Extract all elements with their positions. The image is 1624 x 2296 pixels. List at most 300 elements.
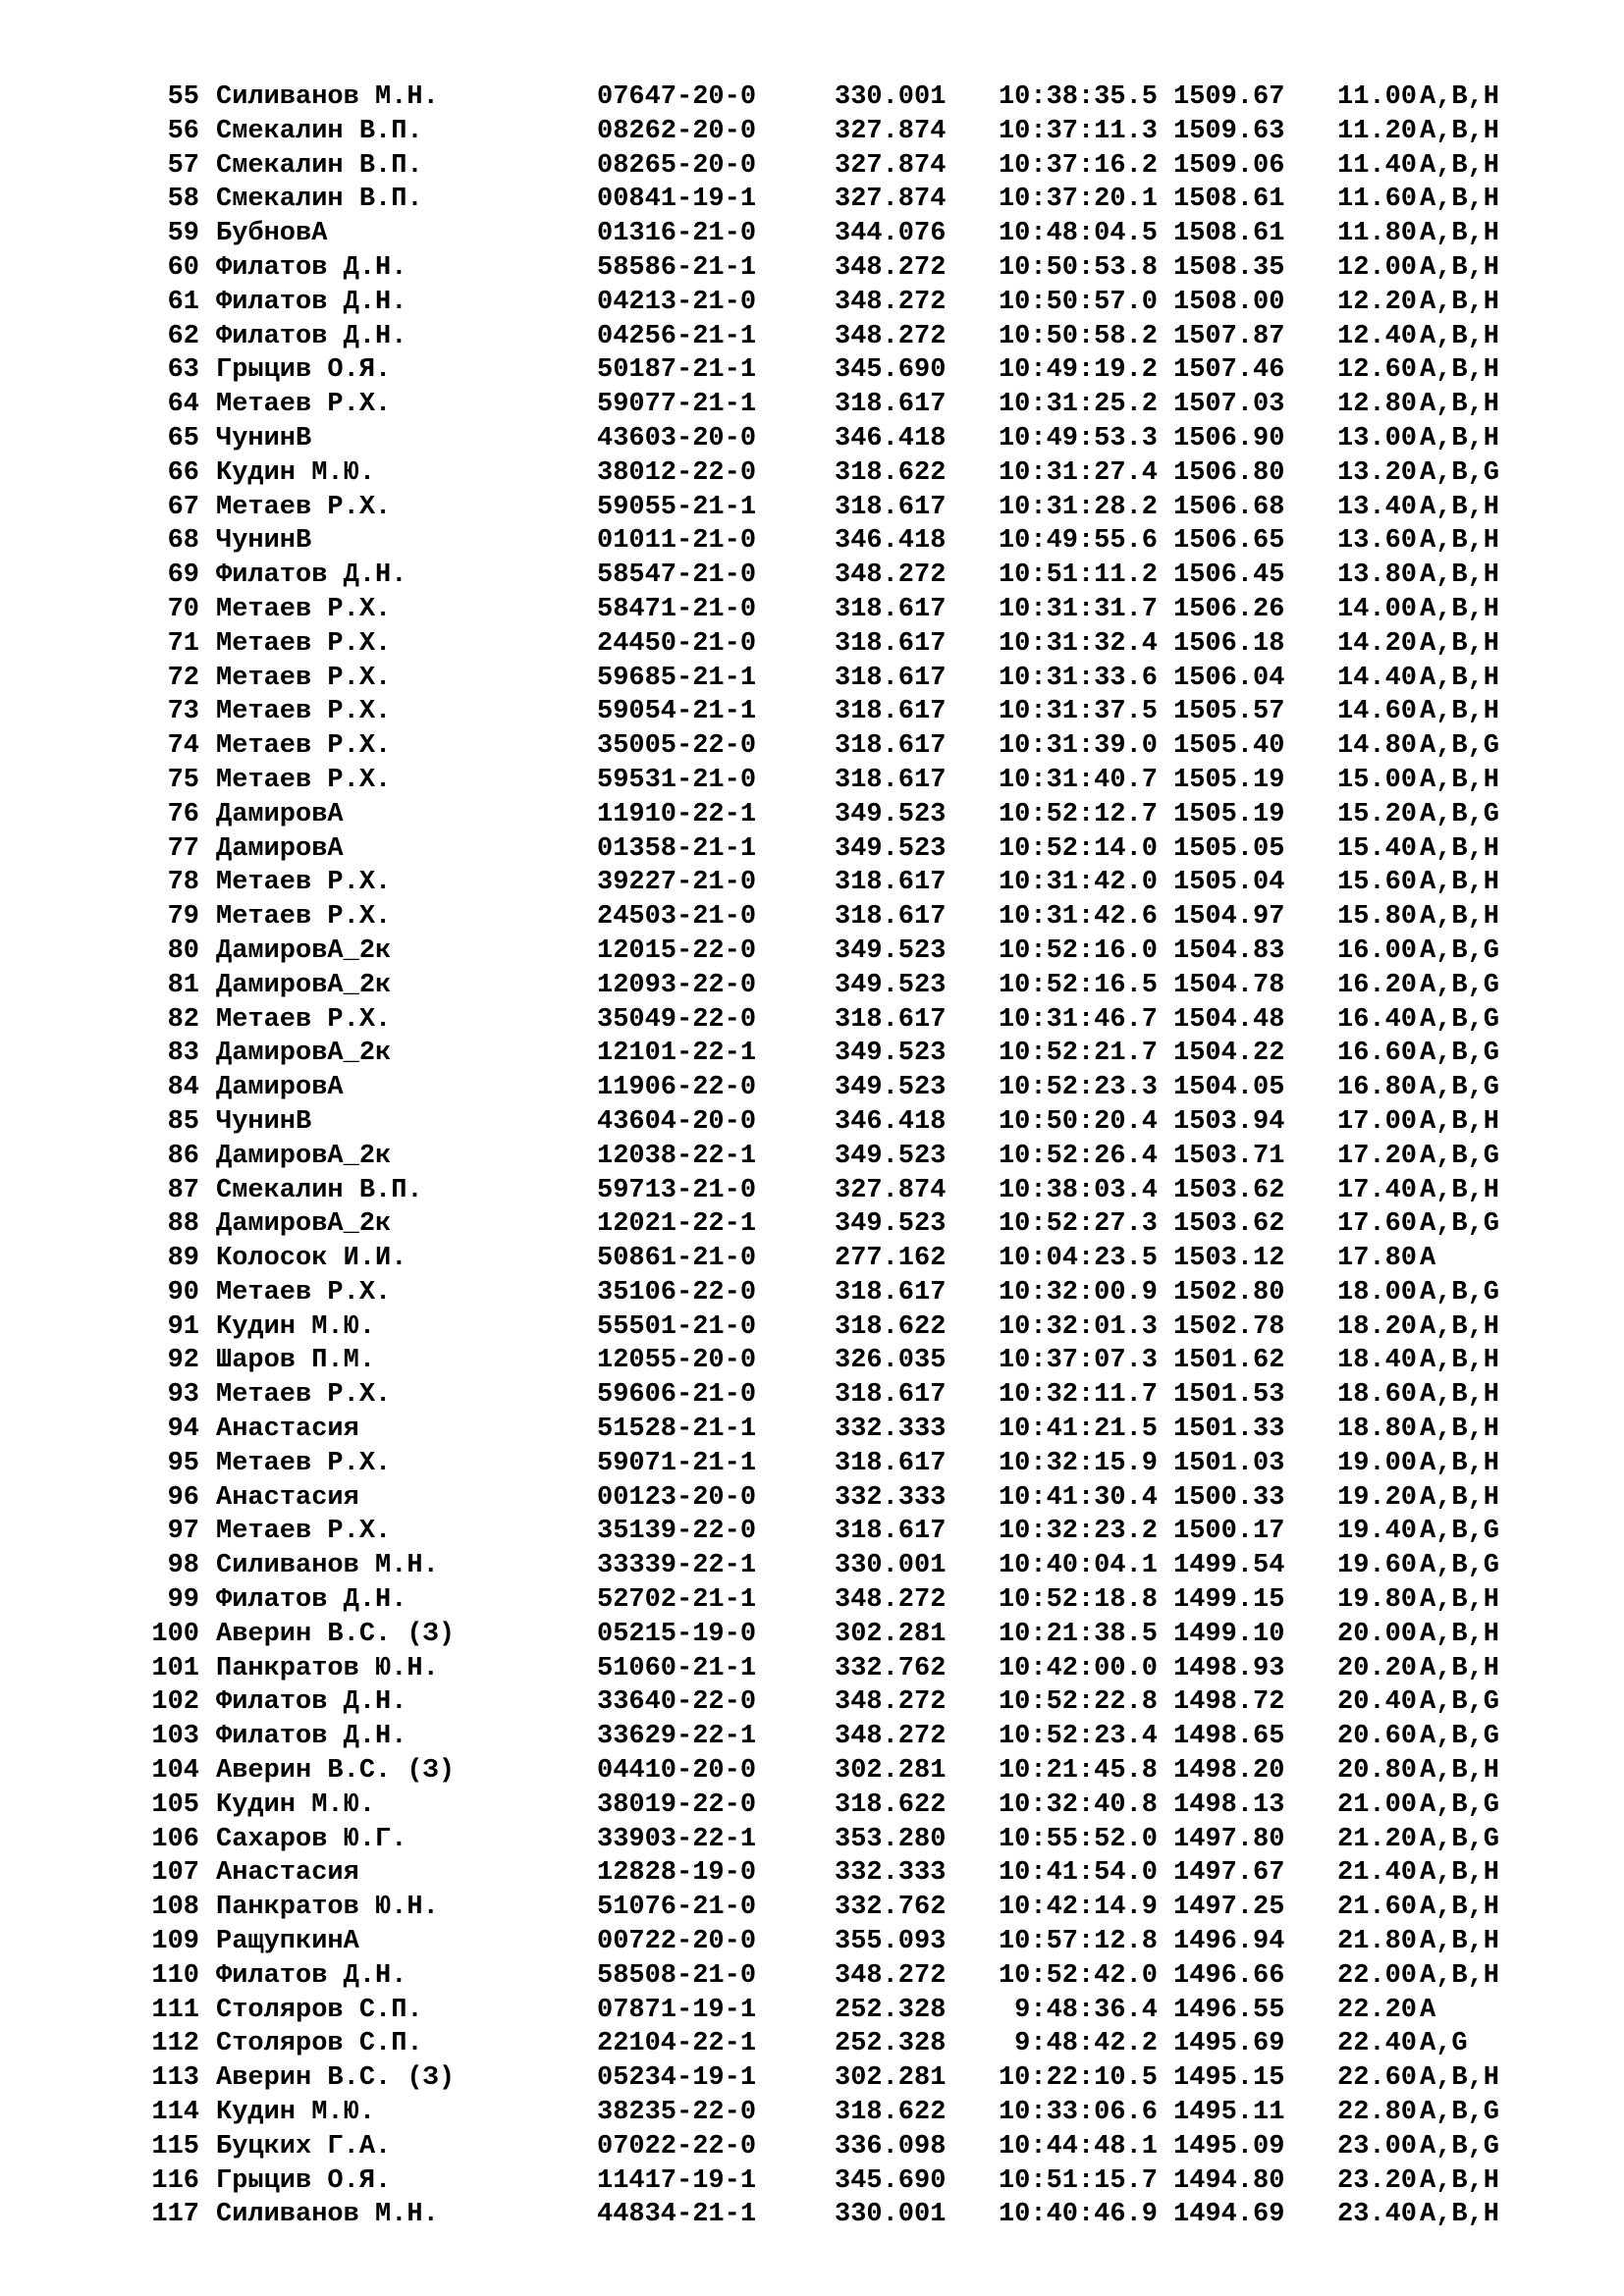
arrival-time: 10:40:46.9 [998, 2200, 1158, 2230]
distance-km: 348.272 [835, 287, 947, 317]
competition-flags: A,B,H [1420, 902, 1500, 933]
coefficient-value: 12.60 [1337, 355, 1418, 386]
table-row [0, 251, 1624, 286]
speed-value: 1502.80 [1173, 1277, 1285, 1308]
arrival-time: 10:37:16.2 [998, 150, 1158, 181]
speed-value: 1496.66 [1173, 1960, 1285, 1991]
arrival-time: 10:32:15.9 [998, 1448, 1158, 1478]
speed-value: 1498.20 [1173, 1756, 1285, 1787]
coefficient-value: 14.20 [1337, 628, 1418, 659]
table-row [0, 1140, 1624, 1174]
ring-number: 33629-22-1 [597, 1722, 757, 1752]
distance-km: 355.093 [835, 1927, 947, 1957]
ring-number: 35139-22-0 [597, 1517, 757, 1547]
distance-km: 345.690 [835, 2165, 947, 2196]
ring-number: 50861-21-0 [597, 1244, 757, 1274]
competition-flags: A,B,G [1420, 935, 1500, 966]
result-rank: 79 [167, 902, 199, 933]
result-rank: 103 [151, 1722, 199, 1752]
fancier-name: ЧунинВ [216, 526, 312, 557]
coefficient-value: 21.60 [1337, 1893, 1418, 1923]
table-row [0, 1652, 1624, 1686]
fancier-name: Метаев Р.Х. [216, 1448, 392, 1478]
speed-value: 1495.11 [1173, 2098, 1285, 2128]
table-row [0, 764, 1624, 798]
arrival-time: 10:50:58.2 [998, 321, 1158, 351]
coefficient-value: 20.60 [1337, 1722, 1418, 1752]
coefficient-value: 18.80 [1337, 1415, 1418, 1445]
table-row [0, 832, 1624, 867]
arrival-time: 10:51:15.7 [998, 2165, 1158, 2196]
competition-flags: A,B,H [1420, 1653, 1500, 1683]
distance-km: 330.001 [835, 2200, 947, 2230]
ring-number: 11910-22-1 [597, 799, 757, 829]
table-row [0, 866, 1624, 900]
ring-number: 12038-22-1 [597, 1141, 757, 1171]
fancier-name: Шаров П.М. [216, 1346, 376, 1376]
competition-flags: A,B,H [1420, 321, 1500, 351]
ring-number: 00722-20-0 [597, 1927, 757, 1957]
fancier-name: Метаев Р.Х. [216, 594, 392, 624]
distance-km: 252.328 [835, 2029, 947, 2059]
distance-km: 332.762 [835, 1893, 947, 1923]
table-row [0, 1276, 1624, 1310]
result-rank: 84 [167, 1073, 199, 1103]
competition-flags: A,B,G [1420, 1141, 1500, 1171]
ring-number: 43604-20-0 [597, 1106, 757, 1137]
table-row [0, 1754, 1624, 1789]
competition-flags: A,B,H [1420, 150, 1500, 181]
table-row [0, 388, 1624, 422]
fancier-name: Филатов Д.Н. [216, 1687, 407, 1718]
arrival-time: 10:31:39.0 [998, 731, 1158, 762]
competition-flags: A,B,H [1420, 526, 1500, 557]
competition-flags: A,B,G [1420, 1004, 1500, 1035]
competition-flags: A,B,H [1420, 287, 1500, 317]
coefficient-value: 19.40 [1337, 1517, 1418, 1547]
fancier-name: Буцких Г.А. [216, 2131, 392, 2162]
arrival-time: 10:31:25.2 [998, 390, 1158, 420]
arrival-time: 10:31:46.7 [998, 1004, 1158, 1035]
competition-flags: A,B,G [1420, 1722, 1500, 1752]
competition-flags: A,B,H [1420, 1756, 1500, 1787]
arrival-time: 10:31:27.4 [998, 457, 1158, 488]
coefficient-value: 19.80 [1337, 1585, 1418, 1616]
ring-number: 12055-20-0 [597, 1346, 757, 1376]
fancier-name: Грыцив О.Я. [216, 355, 392, 386]
arrival-time: 10:55:52.0 [998, 1824, 1158, 1854]
result-rank: 112 [151, 2029, 199, 2059]
coefficient-value: 22.00 [1337, 1960, 1418, 1991]
distance-km: 318.617 [835, 697, 947, 727]
result-rank: 111 [151, 1995, 199, 2025]
coefficient-value: 16.20 [1337, 970, 1418, 1000]
arrival-time: 10:31:32.4 [998, 628, 1158, 659]
distance-km: 318.617 [835, 902, 947, 933]
coefficient-value: 13.00 [1337, 423, 1418, 454]
table-row [0, 1583, 1624, 1618]
ring-number: 04213-21-0 [597, 287, 757, 317]
arrival-time: 10:52:16.5 [998, 970, 1158, 1000]
ring-number: 58586-21-1 [597, 252, 757, 283]
fancier-name: Метаев Р.Х. [216, 868, 392, 898]
speed-value: 1509.63 [1173, 116, 1285, 146]
ring-number: 24450-21-0 [597, 628, 757, 659]
arrival-time: 10:48:04.5 [998, 219, 1158, 249]
fancier-name: Метаев Р.Х. [216, 628, 392, 659]
speed-value: 1508.00 [1173, 287, 1285, 317]
coefficient-value: 14.60 [1337, 697, 1418, 727]
result-rank: 65 [167, 423, 199, 454]
speed-value: 1506.90 [1173, 423, 1285, 454]
result-rank: 62 [167, 321, 199, 351]
table-row [0, 80, 1624, 115]
competition-flags: A,B,H [1420, 423, 1500, 454]
arrival-time: 10:41:21.5 [998, 1415, 1158, 1445]
ring-number: 59713-21-0 [597, 1175, 757, 1205]
result-rank: 55 [167, 82, 199, 112]
table-row [0, 1105, 1624, 1140]
ring-number: 59077-21-1 [597, 390, 757, 420]
arrival-time: 10:52:27.3 [998, 1209, 1158, 1240]
ring-number: 01358-21-1 [597, 833, 757, 864]
arrival-time: 10:32:23.2 [998, 1517, 1158, 1547]
arrival-time: 10:38:03.4 [998, 1175, 1158, 1205]
distance-km: 332.333 [835, 1858, 947, 1889]
result-rank: 117 [151, 2200, 199, 2230]
fancier-name: Метаев Р.Х. [216, 765, 392, 795]
competition-flags: A,B,G [1420, 457, 1500, 488]
result-rank: 81 [167, 970, 199, 1000]
results-table [0, 80, 1624, 2232]
distance-km: 349.523 [835, 1141, 947, 1171]
result-rank: 114 [151, 2098, 199, 2128]
table-row [0, 934, 1624, 969]
coefficient-value: 12.80 [1337, 390, 1418, 420]
distance-km: 345.690 [835, 355, 947, 386]
result-rank: 60 [167, 252, 199, 283]
coefficient-value: 19.60 [1337, 1551, 1418, 1581]
speed-value: 1505.57 [1173, 697, 1285, 727]
result-rank: 88 [167, 1209, 199, 1240]
table-row [0, 2164, 1624, 2199]
ring-number: 43603-20-0 [597, 423, 757, 454]
result-rank: 67 [167, 492, 199, 522]
arrival-time: 10:37:11.3 [998, 116, 1158, 146]
distance-km: 327.874 [835, 150, 947, 181]
fancier-name: Анастасия [216, 1858, 359, 1889]
arrival-time: 10:32:40.8 [998, 1789, 1158, 1820]
fancier-name: Анастасия [216, 1482, 359, 1513]
table-row [0, 1310, 1624, 1345]
competition-flags: A,B,H [1420, 1585, 1500, 1616]
distance-km: 318.617 [835, 390, 947, 420]
ring-number: 12021-22-1 [597, 1209, 757, 1240]
competition-flags: A,B,H [1420, 116, 1500, 146]
result-rank: 96 [167, 1482, 199, 1513]
distance-km: 252.328 [835, 1995, 947, 2025]
ring-number: 04410-20-0 [597, 1756, 757, 1787]
speed-value: 1495.09 [1173, 2131, 1285, 2162]
fancier-name: Филатов Д.Н. [216, 1585, 407, 1616]
distance-km: 327.874 [835, 116, 947, 146]
speed-value: 1497.25 [1173, 1893, 1285, 1923]
arrival-time: 10:52:21.7 [998, 1039, 1158, 1069]
arrival-time: 10:50:57.0 [998, 287, 1158, 317]
result-rank: 101 [151, 1653, 199, 1683]
speed-value: 1507.46 [1173, 355, 1285, 386]
ring-number: 07871-19-1 [597, 1995, 757, 2025]
fancier-name: Кудин М.Ю. [216, 1789, 376, 1820]
table-row [0, 2130, 1624, 2164]
fancier-name: Метаев Р.Х. [216, 1517, 392, 1547]
coefficient-value: 17.40 [1337, 1175, 1418, 1205]
arrival-time: 10:31:40.7 [998, 765, 1158, 795]
fancier-name: Панкратов Ю.Н. [216, 1653, 439, 1683]
speed-value: 1496.94 [1173, 1927, 1285, 1957]
ring-number: 24503-21-0 [597, 902, 757, 933]
competition-flags: A,B,H [1420, 2063, 1500, 2094]
fancier-name: ДамировА_2к [216, 970, 392, 1000]
competition-flags: A,B,H [1420, 1893, 1500, 1923]
coefficient-value: 13.20 [1337, 457, 1418, 488]
competition-flags: A,B,H [1420, 868, 1500, 898]
coefficient-value: 13.60 [1337, 526, 1418, 557]
table-row [0, 662, 1624, 696]
fancier-name: Метаев Р.Х. [216, 1004, 392, 1035]
table-row [0, 2061, 1624, 2096]
speed-value: 1508.61 [1173, 185, 1285, 215]
coefficient-value: 23.40 [1337, 2200, 1418, 2230]
competition-flags: A,B,H [1420, 1482, 1500, 1513]
ring-number: 08262-20-0 [597, 116, 757, 146]
distance-km: 332.333 [835, 1415, 947, 1445]
arrival-time: 10:49:19.2 [998, 355, 1158, 386]
speed-value: 1507.03 [1173, 390, 1285, 420]
competition-flags: A,B,H [1420, 1927, 1500, 1957]
table-row [0, 217, 1624, 251]
competition-flags: A,B,H [1420, 765, 1500, 795]
distance-km: 318.617 [835, 765, 947, 795]
arrival-time: 10:52:22.8 [998, 1687, 1158, 1718]
arrival-time: 10:31:42.0 [998, 868, 1158, 898]
speed-value: 1496.55 [1173, 1995, 1285, 2025]
coefficient-value: 11.60 [1337, 185, 1418, 215]
coefficient-value: 11.40 [1337, 150, 1418, 181]
ring-number: 38235-22-0 [597, 2098, 757, 2128]
result-rank: 66 [167, 457, 199, 488]
arrival-time: 10:49:55.6 [998, 526, 1158, 557]
competition-flags: A,B,G [1420, 970, 1500, 1000]
arrival-time: 10:41:30.4 [998, 1482, 1158, 1513]
speed-value: 1499.10 [1173, 1619, 1285, 1649]
speed-value: 1505.04 [1173, 868, 1285, 898]
table-row [0, 2198, 1624, 2232]
result-rank: 99 [167, 1585, 199, 1616]
ring-number: 11906-22-0 [597, 1073, 757, 1103]
fancier-name: Аверин В.С. (З) [216, 1756, 456, 1787]
competition-flags: A,B,H [1420, 219, 1500, 249]
coefficient-value: 17.80 [1337, 1244, 1418, 1274]
competition-flags: A,B,H [1420, 1619, 1500, 1649]
distance-km: 346.418 [835, 526, 947, 557]
speed-value: 1498.13 [1173, 1789, 1285, 1820]
result-rank: 98 [167, 1551, 199, 1581]
speed-value: 1504.48 [1173, 1004, 1285, 1035]
fancier-name: Смекалин В.П. [216, 116, 423, 146]
distance-km: 318.617 [835, 628, 947, 659]
competition-flags: A,B,G [1420, 1209, 1500, 1240]
distance-km: 349.523 [835, 1209, 947, 1240]
ring-number: 11417-19-1 [597, 2165, 757, 2196]
fancier-name: Метаев Р.Х. [216, 697, 392, 727]
arrival-time: 10:21:38.5 [998, 1619, 1158, 1649]
distance-km: 330.001 [835, 82, 947, 112]
arrival-time: 10:37:20.1 [998, 185, 1158, 215]
distance-km: 349.523 [835, 1039, 947, 1069]
arrival-time: 10:32:01.3 [998, 1311, 1158, 1342]
arrival-time: 10:32:00.9 [998, 1277, 1158, 1308]
coefficient-value: 12.20 [1337, 287, 1418, 317]
ring-number: 12015-22-0 [597, 935, 757, 966]
ring-number: 59531-21-0 [597, 765, 757, 795]
fancier-name: РащупкинА [216, 1927, 359, 1957]
competition-flags: A,B,H [1420, 628, 1500, 659]
coefficient-value: 15.40 [1337, 833, 1418, 864]
arrival-time: 10:44:48.1 [998, 2131, 1158, 2162]
result-rank: 91 [167, 1311, 199, 1342]
coefficient-value: 22.80 [1337, 2098, 1418, 2128]
coefficient-value: 13.80 [1337, 561, 1418, 591]
distance-km: 302.281 [835, 1756, 947, 1787]
ring-number: 01316-21-0 [597, 219, 757, 249]
distance-km: 318.622 [835, 1311, 947, 1342]
competition-flags: A,B,G [1420, 1551, 1500, 1581]
result-rank: 90 [167, 1277, 199, 1308]
competition-flags: A [1420, 1244, 1436, 1274]
distance-km: 318.617 [835, 1004, 947, 1035]
speed-value: 1504.22 [1173, 1039, 1285, 1069]
fancier-name: Смекалин В.П. [216, 1175, 423, 1205]
speed-value: 1506.45 [1173, 561, 1285, 591]
coefficient-value: 19.00 [1337, 1448, 1418, 1478]
ring-number: 04256-21-1 [597, 321, 757, 351]
coefficient-value: 18.40 [1337, 1346, 1418, 1376]
table-row [0, 320, 1624, 354]
arrival-time: 10:51:11.2 [998, 561, 1158, 591]
distance-km: 346.418 [835, 1106, 947, 1137]
ring-number: 08265-20-0 [597, 150, 757, 181]
distance-km: 327.874 [835, 185, 947, 215]
competition-flags: A,B,H [1420, 833, 1500, 864]
speed-value: 1505.05 [1173, 833, 1285, 864]
competition-flags: A,B,H [1420, 1175, 1500, 1205]
arrival-time: 10:57:12.8 [998, 1927, 1158, 1957]
arrival-time: 10:31:42.6 [998, 902, 1158, 933]
result-rank: 82 [167, 1004, 199, 1035]
fancier-name: ЧунинВ [216, 1106, 312, 1137]
table-row [0, 524, 1624, 559]
fancier-name: Смекалин В.П. [216, 150, 423, 181]
distance-km: 318.617 [835, 1380, 947, 1411]
table-row [0, 1242, 1624, 1276]
fancier-name: Метаев Р.Х. [216, 1277, 392, 1308]
speed-value: 1497.67 [1173, 1858, 1285, 1889]
distance-km: 349.523 [835, 935, 947, 966]
speed-value: 1504.05 [1173, 1073, 1285, 1103]
table-row [0, 2027, 1624, 2061]
result-rank: 83 [167, 1039, 199, 1069]
result-rank: 86 [167, 1141, 199, 1171]
result-rank: 115 [151, 2131, 199, 2162]
speed-value: 1508.61 [1173, 219, 1285, 249]
fancier-name: Метаев Р.Х. [216, 492, 392, 522]
coefficient-value: 20.80 [1337, 1756, 1418, 1787]
fancier-name: Силиванов М.Н. [216, 2200, 439, 2230]
coefficient-value: 19.20 [1337, 1482, 1418, 1513]
competition-flags: A,B,H [1420, 2200, 1500, 2230]
ring-number: 00123-20-0 [597, 1482, 757, 1513]
distance-km: 302.281 [835, 1619, 947, 1649]
ring-number: 50187-21-1 [597, 355, 757, 386]
ring-number: 59685-21-1 [597, 663, 757, 693]
competition-flags: A,B,H [1420, 82, 1500, 112]
arrival-time: 10:37:07.3 [998, 1346, 1158, 1376]
result-rank: 108 [151, 1893, 199, 1923]
table-row [0, 1378, 1624, 1413]
fancier-name: Филатов Д.Н. [216, 561, 407, 591]
fancier-name: Колосок И.И. [216, 1244, 407, 1274]
ring-number: 59055-21-1 [597, 492, 757, 522]
table-row [0, 900, 1624, 934]
competition-flags: A,B,H [1420, 1960, 1500, 1991]
ring-number: 05215-19-0 [597, 1619, 757, 1649]
fancier-name: Метаев Р.Х. [216, 390, 392, 420]
competition-flags: A,B,G [1420, 2131, 1500, 2162]
distance-km: 348.272 [835, 321, 947, 351]
fancier-name: Анастасия [216, 1415, 359, 1445]
speed-value: 1505.40 [1173, 731, 1285, 762]
competition-flags: A,B,H [1420, 355, 1500, 386]
result-rank: 78 [167, 868, 199, 898]
result-rank: 71 [167, 628, 199, 659]
result-rank: 109 [151, 1927, 199, 1957]
result-rank: 73 [167, 697, 199, 727]
ring-number: 59054-21-1 [597, 697, 757, 727]
result-rank: 97 [167, 1517, 199, 1547]
table-row [0, 1344, 1624, 1378]
table-row [0, 1856, 1624, 1891]
competition-flags: A,B,H [1420, 1311, 1500, 1342]
result-rank: 74 [167, 731, 199, 762]
ring-number: 33640-22-0 [597, 1687, 757, 1718]
speed-value: 1506.26 [1173, 594, 1285, 624]
speed-value: 1494.69 [1173, 2200, 1285, 2230]
table-row [0, 456, 1624, 491]
distance-km: 327.874 [835, 1175, 947, 1205]
fancier-name: Филатов Д.Н. [216, 1960, 407, 1991]
distance-km: 277.162 [835, 1244, 947, 1274]
ring-number: 33903-22-1 [597, 1824, 757, 1854]
table-row [0, 1959, 1624, 1994]
table-row [0, 593, 1624, 627]
speed-value: 1504.97 [1173, 902, 1285, 933]
speed-value: 1503.62 [1173, 1209, 1285, 1240]
coefficient-value: 14.80 [1337, 731, 1418, 762]
result-rank: 87 [167, 1175, 199, 1205]
fancier-name: ДамировА [216, 799, 344, 829]
competition-flags: A,B,H [1420, 185, 1500, 215]
